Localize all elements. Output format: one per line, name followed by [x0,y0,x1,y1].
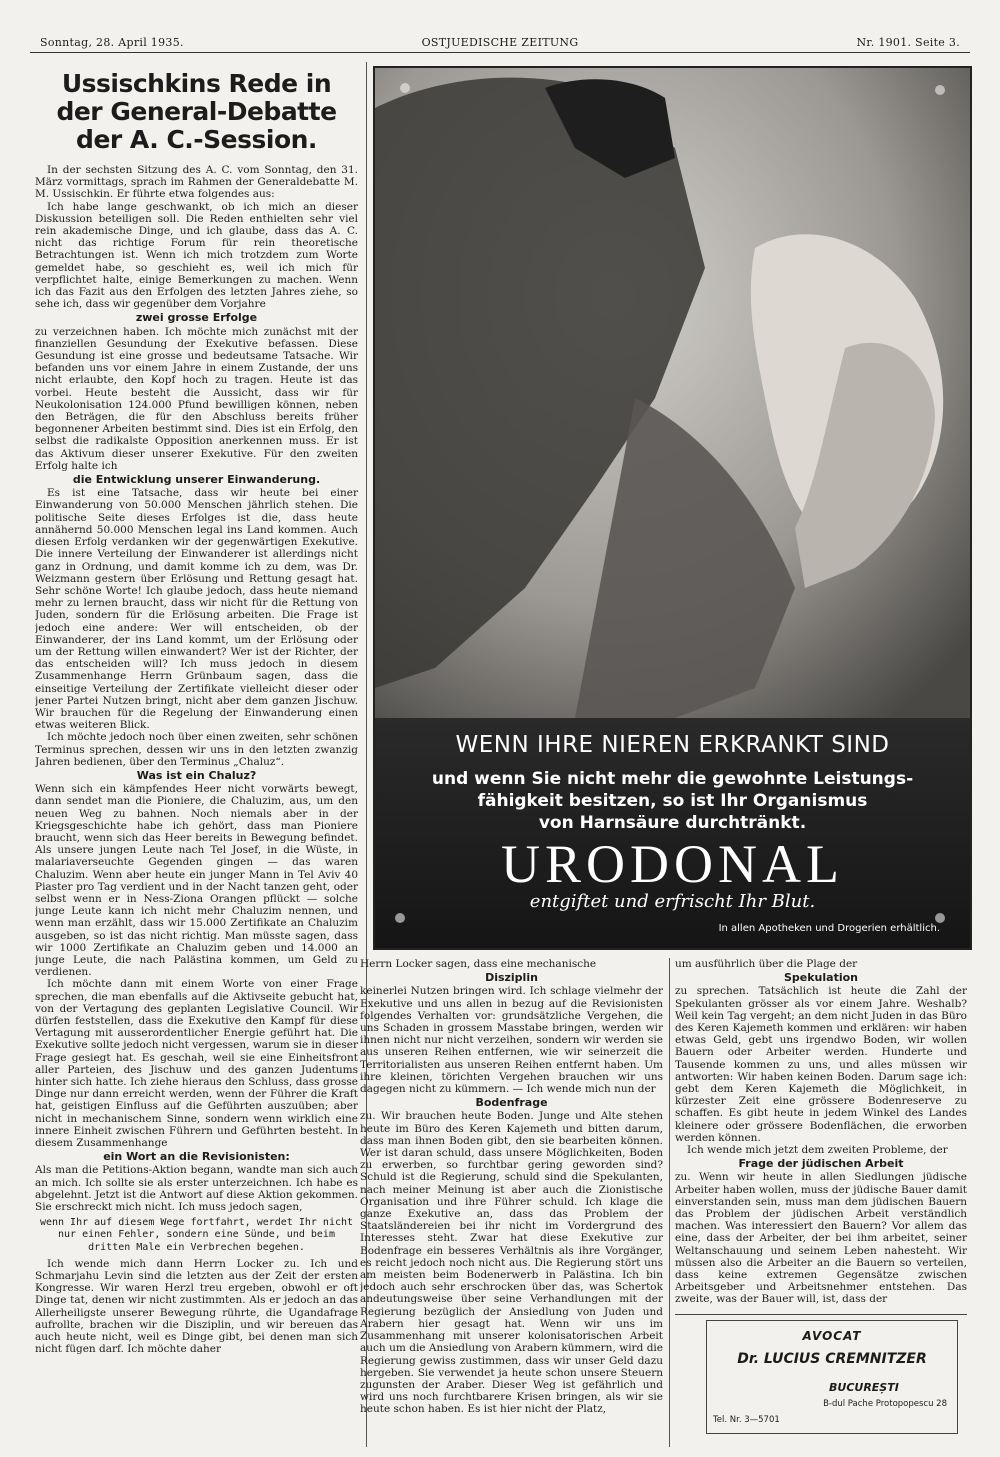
column-rule [669,958,670,1447]
article-paragraph: Herrn Locker sagen, dass eine mechanische [360,958,597,970]
article-paragraph: zu. Wenn wir heute in allen Siedlungen jüdische Arbeiter haben wollen, muss der jüdische Bauer damit einverstanden sein, muss man dem jüdischen Bauern das Problem der jüdischen Arbeit verständlich machen. Was interessiert den Bauern? Vor allem das eine, dass der Arbeiter, der bei ihm arbeitet, seiner Weltanschauung und seinem Leben nahesteht. Wir müssen also die Arbeiter an die Bauern so verteilen, dass keine extremen Gegensätze zwischen Arbeitsgeber und Arbeitsnehmer entstehen. Das zweite, was der Bauer will, ist, dass der [675,1171,967,1306]
subheading-zwei-erfolge: zwei grosse Erfolge [135,311,258,325]
lawyer-advertisement [706,1320,958,1434]
article-paragraph: Es ist eine Tatsache, dass wir heute bei einer Einwanderung von 50.000 Menschen jährlich stehen. Die politische Seite dieses Erfolges ist die, dass heute annähernd 50.000 Menschen legal ins Land kommen. Auch diesen Erfolg verdanken wir der gegenwärtigen Exekutive. Die innere Verteilung der Einwanderer ist allerdings nicht ganz in Ordnung, und damit komme ich zu dem, was Dr. Weizmann gestern über Erlösung und Rettung gesagt hat. Sehr schöne Worte! Ich glaube jedoch, dass heute niemand mehr zu lernen braucht, dass wir nicht für die Rettung von Juden, sondern für die Erlösung arbeiten. Die Frage ist jedoch eine andere: Wer will entscheiden, ob der Einwanderer, der ins Land kommt, um der Erlösung oder um der Rettung willen einwandert? Wer ist der Richter, der das entscheiden will? Ich muss jedoch in diesem Zusammenhange Herrn Grünbaum sagen, dass die einseitige Verteilung der Zertifikate vielleicht dieser oder jener Partei Nutzen bringt, nicht aber dem ganzen Jischuw. Wir brauchen für die Regelung der Einwanderung einen etwas weiteren Blick. [35,487,358,732]
article-paragraph: Ich möchte jedoch noch über einen zweiten, sehr schönen Terminus sprechen, dessen wir uns in den letzten zwanzig Jahren bedienen, über den Terminus „Chaluz“. [35,731,358,768]
article-paragraph: Ich wende mich jetzt dem zweiten Probleme, der [687,1144,948,1157]
article-paragraph: zu. Wir brauchen heute Boden. Junge und Alte stehen heute im Büro des Keren Kajemeth und bitten darum, dass man ihnen Boden gibt, den sie bearbeiten können. Wer ist daran schuld, dass unsere Möglichkeiten, Boden zu erwerben, so furchtbar gering geworden sind? Schuld ist die Regierung, schuld sind die Spekulanten, nach meiner Meinung ist aber auch die Zionistische Organisation und ihre Führer schuld. Ich klage die ganze Exekutive an, dass das Problem der Staatsländereien bei ihr nicht im Vordergrund des Interesses steht. Zwar hat diese Exekutive zur Bodenfrage ein besseres Verhältnis als ihre Vorgänger, es reicht jedoch noch nicht aus. Die Regierung stört uns am meisten beim Bodenerwerb in Palästina. Ich bin jedoch auch sehr erschrocken über das, was Schertok andeutungsweise über seine Verhandlungen mit der Regierung bezüglich der Ansiedlung von Juden und Arabern hier gesagt hat. Wenn wir uns im Zusammenhang mit unserer kolonisatorischen Arbeit auch um die Ansiedlung von Arabern kümmern, wird die Regierung gewiss zustimmen, dass wir unser Geld dazu hergeben. Sie verwendet ja heute schon unsere Steuern zugunsten der Araber. Dieser Weg ist gefährlich und wird uns noch furchtbarere Krisen bringen, als wir sie heute schon haben. Es ist hier nicht der Platz, [360,1110,663,1416]
article-quote: wenn Ihr auf diesem Wege fortfahrt, werdet Ihr nicht nur einen Fehler, sondern eine Sünde, und beim dritten Male ein Verbrechen begehen. [39,1217,354,1253]
ad-subheadline [375,768,970,834]
article-paragraph: zu verzeichnen haben. Ich möchte mich zunächst mit der finanziellen Gesundung der Exekutive befassen. Diese Gesundung ist eine grosse und bedeutsame Tatsache. Wir befanden uns vor einem Jahre in einem Zustande, der uns nicht erlaubte, den Kopf hoch zu tragen. Heute ist das vorbei. Heute besteht die Aussicht, dass wir für Neukolonisation 124.000 Pfund bewilligen können, neben den Beträgen, die für den Abschluss bereits früher begonnener Arbeiten bestimmt sind. Dies ist ein Erfolg, den selbst die radikalste Opposition anerkennen muss. Er ist das Aktivum dieser unserer Exekutive. Für den zweiten Erfolg halte ich [35,325,358,472]
article-paragraph: Als man die Petitions-Aktion begann, wandte man sich auch an mich. Ich sollte sie als erster unterzeichnen. Ich habe es abgelehnt. Jetzt ist die Antwort auf diese Aktion gekommen. Sie erschreckt mich nicht. Ich muss jedoch sagen, [35,1164,358,1214]
article-paragraph: Ich habe lange geschwankt, ob ich mich an dieser Diskussion beteiligen soll. Die Reden enthielten sehr viel rein akademische Dinge, und ich glaube, dass das A. C. nicht das richtige Forum für rein theoretische Betrachtungen ist. Wenn ich mich trotzdem zum Worte gemeldet habe, so geschieht es, weil ich mich für verpflichtet halte, einige Bemerkungen zu machen. Wenn ich das Fazit aus den Erfolgen des letzten Jahres ziehe, so sehe ich, dass wir gegenüber dem Vorjahre [35,200,358,311]
lawyer-title: AVOCAT [802,1329,862,1343]
subheading-revisionisten: ein Wort an die Revisionisten: [103,1150,290,1164]
article-intro: In der sechsten Sitzung des A. C. vom Sonntag, den 31. März vormittags, sprach im Rahmen der Generaldebatte M. M. Ussischkin. Er führte etwa folgendes aus: [35,164,358,201]
article-paragraph: Ich wende mich dann Herrn Locker zu. Ich und Schmarjahu Levin sind die letzten aus der Zeit der ersten Kongresse. Wir waren Herzl treu ergeben, obwohl er oft Dinge tat, denen wir nicht zustimmten. Als er jedoch an das Allerheiligste unserer Bewegung rührte, die Ugandafrage aufrollte, brachen wir die Disziplin, und wir bereuen das auch heute nicht, weil es Dinge gibt, bei denen man sich nicht fügen darf. Ich möchte daher [35,1257,358,1356]
section-rule [675,1314,967,1315]
subheading-bodenfrage: Bodenfrage [475,1096,548,1110]
ad-subheadline-line: von Harnsäure durchtränkt. [538,813,807,833]
article-column-2 [360,958,663,1447]
subheading-einwanderung: die Entwicklung unserer Einwanderung. [72,473,321,487]
lawyer-name: Dr. LUCIUS CREMNITZER [737,1351,927,1367]
masthead [30,36,970,53]
urodonal-advertisement [373,66,972,950]
newspaper-name: OSTJUEDISCHE ZEITUNG [421,36,579,49]
ad-slogan: entgiftet und erfrischt Ihr Blut. [529,891,816,912]
issue-date: Sonntag, 28. April 1935. [40,36,184,49]
subheading-spekulation: Spekulation [783,971,858,985]
subheading-disziplin: Disziplin [485,971,538,985]
article-paragraph: zu sprechen. Tatsächlich ist heute die Zahl der Spekulanten grösser als vor einem Jahre. Weshalb? Weil kein Tag vergeht; an dem nicht Juden in das Büro des Keren Kajemeth kommen und erklären: wir haben etwas Geld, gebt uns irgendwo Boden, wir wollen Bauern oder Arbeiter werden. Hunderte und Tausende kommen zu uns, und alles müssen wir antworten: Wir haben keinen Boden. Darum sage ich: gebt dem Keren Kajemeth die Möglichkeit, in kürzester Zeit eine grössere Bodenreserve zu schaffen. Es gibt heute in jedem Winkel des Landes kleinere oder grössere Bodenflächen, die erworben werden können. [675,985,967,1144]
article-column-3 [675,958,967,1315]
lawyer-phone: Tel. Nr. 3—5701 [713,1415,780,1425]
lawyer-city: BUCUREȘTI [829,1381,899,1394]
ad-subheadline-line: und wenn Sie nicht mehr die gewohnte Leistungs- [431,769,914,789]
ad-note: In allen Apotheken und Drogerien erhältlich. [718,923,940,934]
subheading-juedische-arbeit: Frage der jüdischen Arbeit [738,1157,904,1171]
subheading-chaluz: Was ist ein Chaluz? [136,768,257,782]
page-number: Nr. 1901. Seite 3. [856,36,960,49]
lawyer-address: B-dul Pache Protopopescu 28 [823,1399,947,1409]
ad-subheadline-line: fähigkeit besitzen, so ist Ihr Organismus [477,791,868,811]
ad-brand-name: URODONAL [501,834,844,894]
article-paragraph: Ich möchte dann mit einem Worte von einer Frage sprechen, die man ebenfalls auf die Aktivseite gebucht hat, von der Vertagung des geplanten Legislative Council. Wir dürfen feststellen, dass die Exekutive den Kampf für diese Vertagung mit ausserordentlicher Energie geführt hat. Die Exekutive sollte jedoch nicht vergessen, warum sie in dieser Frage gesiegt hat. Es geschah, weil sie eine Einheitsfront aller Parteien, des Jischuw und des ganzen Judentums hinter sich hatte. Ich ziehe hieraus den Schluss, dass grosse Dinge nur dann erreicht werden, wenn der Führer die Kraft hat, geistigen Einfluss auf die Geführten auszuüben; aber nicht in mechanischem Sinne, sondern wenn wirklich eine innere Einheit zwischen Führern und Geführten besteht. In diesem Zusammenhange [35,978,358,1150]
article-column-1 [35,70,358,1447]
article-paragraph: Wenn sich ein kämpfendes Heer nicht vorwärts bewegt, dann sendet man die Pioniere, die Chaluzim, aus, um den neuen Weg zu bahnen. Noch niemals aber in der Kriegsgeschichte habe ich gehört, dass man Pioniere braucht, wenn sich das Heer bereits in Bewegung befindet. Als unsere jungen Leute nach Tel Josef, in die Wüste, in malariaverseuchte Gegenden gingen — das waren Chaluzim. Wenn aber heute ein junger Mann in Tel Aviv 40 Piaster pro Tag verdient und in der Nacht tanzen geht, oder selbst wenn er in Ness-Ziona Orangen pflückt — solche junge Leute kann ich nicht mehr Chaluzim nennen, und wenn man erzählt, dass wir 15.000 Zertifikate an Chaluzim ausgeben, so ist das nicht richtig. Man müsste sagen, dass wir 1000 Zertifikate an Chaluzim geben und 14.000 an junge Leute, die nach Palästina kommen, um Geld zu verdienen. [35,783,358,979]
article-paragraph: keinerlei Nutzen bringen wird. Ich schlage vielmehr der Exekutive und uns allen in bezug auf die Revisionisten folgendes Verhalten vor: grundsätzliche Vergehen, die uns Schaden in grossem Masstabe bringen, werden wir ihnen nicht nur nicht verzeihen, sondern wir werden sie aus unseren Reihen entfernen, wie wir seinerzeit die Territorialisten aus unseren Reihen entfernt haben. Um ihre kleinen, törichten Vergehen brauchen wir uns dagegen nicht zu kümmern. — Ich wende mich nun der [360,985,663,1096]
article-headline: Ussischkins Rede in der General-Debatte der A. C.-Session. [56,70,337,154]
ad-headline: WENN IHRE NIEREN ERKRANKT SIND [455,732,890,758]
article-paragraph: um ausführlich über die Plage der [675,958,858,970]
